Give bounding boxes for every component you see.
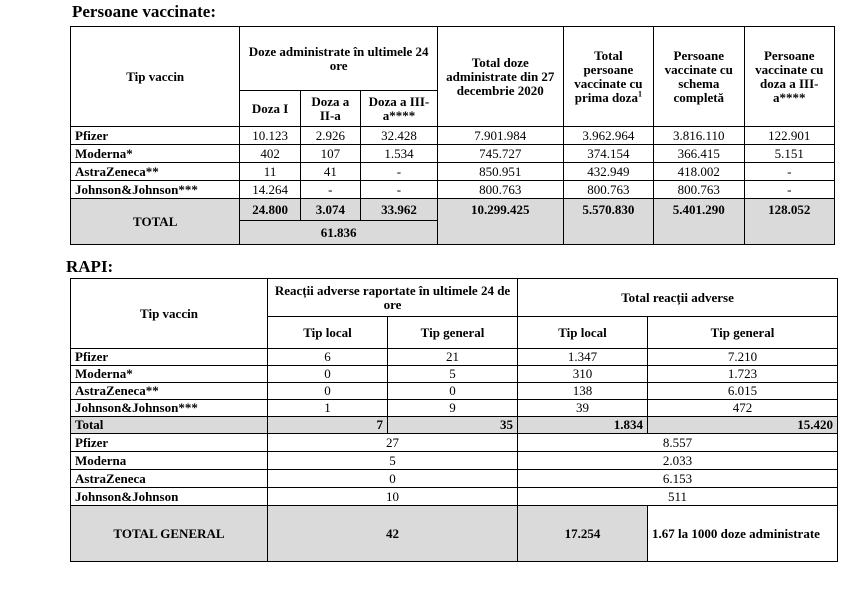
cell-dose3: - [360, 181, 437, 199]
vaccine-name: Johnson&Johnson*** [71, 400, 268, 417]
total-local24: 7 [268, 417, 388, 434]
total-dose1: 24.800 [240, 199, 300, 221]
table-row [71, 127, 835, 145]
table-row [71, 488, 838, 506]
table-row [71, 452, 838, 470]
table-row [71, 383, 838, 400]
cell-local24: 0 [268, 366, 388, 383]
grand-total-all: 17.254 [518, 506, 648, 562]
cell-dose2: 107 [300, 145, 360, 163]
cell-reactions24: 10 [268, 488, 518, 506]
header-local: Tip local [268, 317, 388, 349]
total-label: Total [71, 417, 268, 434]
total-local-total: 1.834 [518, 417, 648, 434]
header-doses-24h: Doze administrate în ultimele 24 ore [240, 27, 437, 91]
vaccine-name: Pfizer [71, 349, 268, 366]
header-dose-2: Doza a II-a [300, 91, 360, 127]
cell-general24: 21 [388, 349, 518, 366]
header-first-dose: Total persoane vaccinate cu prima doza$^1$ [563, 27, 653, 127]
rapi-table [70, 278, 838, 562]
cell-dose1: 14.264 [240, 181, 300, 199]
cell-reactions24: 0 [268, 470, 518, 488]
cell-dose1: 10.123 [240, 127, 300, 145]
vaccine-name: Moderna [71, 452, 268, 470]
header-complete-scheme: Persoane vaccinate cu schema completă [654, 27, 744, 127]
cell-dose1: 11 [240, 163, 300, 181]
total-general-total: 15.420 [648, 417, 838, 434]
table1-title: Persoane vaccinate: [72, 2, 216, 21]
cell-reactions-total: 6.153 [518, 470, 838, 488]
table-row [71, 145, 835, 163]
cell-first: 432.949 [563, 163, 653, 181]
vaccinated-table [70, 26, 835, 245]
header-dose-1: Doza I [240, 91, 300, 127]
table-row [71, 400, 838, 417]
vaccine-name: Johnson&Johnson*** [71, 181, 240, 199]
total-first: 5.570.830 [563, 199, 653, 245]
cell-reactions-total: 8.557 [518, 434, 838, 452]
cell-reactions24: 5 [268, 452, 518, 470]
cell-reactions-total: 511 [518, 488, 838, 506]
vaccine-name: Moderna* [71, 366, 268, 383]
cell-first: 374.154 [563, 145, 653, 163]
vaccine-name: Pfizer [71, 127, 240, 145]
table-row [71, 366, 838, 383]
header-dose-3: Doza a III-a**** [360, 91, 437, 127]
grand-total-label: TOTAL GENERAL [71, 506, 268, 562]
grand-total-row [71, 506, 838, 562]
cell-dose1: 402 [240, 145, 300, 163]
cell-total: 745.727 [437, 145, 563, 163]
cell-reactions24: 27 [268, 434, 518, 452]
cell-third: - [744, 181, 835, 199]
vaccine-name: Pfizer [71, 434, 268, 452]
table-row [71, 181, 835, 199]
cell-reactions-total: 2.033 [518, 452, 838, 470]
cell-third: - [744, 163, 835, 181]
cell-dose2: 2.926 [300, 127, 360, 145]
vaccine-name: Johnson&Johnson [71, 488, 268, 506]
cell-general-total: 1.723 [648, 366, 838, 383]
cell-general-total: 7.210 [648, 349, 838, 366]
cell-general24: 0 [388, 383, 518, 400]
cell-total: 800.763 [437, 181, 563, 199]
table-row [71, 163, 835, 181]
cell-complete: 418.002 [654, 163, 744, 181]
total-general24: 35 [388, 417, 518, 434]
cell-general24: 5 [388, 366, 518, 383]
header-vaccine-type: Tip vaccin [71, 27, 240, 127]
header-reactions-24h: Reacții adverse raportate în ultimele 24 de ore [268, 279, 518, 317]
total-row [71, 199, 835, 221]
total-complete: 5.401.290 [654, 199, 744, 245]
grand-total-rate: 1.67 la 1000 doze administrate [648, 506, 838, 562]
total-doses-24h-sum: 61.836 [240, 221, 437, 245]
header-third-dose-persons: Persoane vaccinate cu doza a III-a**** [744, 27, 835, 127]
cell-local24: 0 [268, 383, 388, 400]
total-dose3: 33.962 [360, 199, 437, 221]
cell-general24: 9 [388, 400, 518, 417]
cell-local24: 1 [268, 400, 388, 417]
grand-total-24h: 42 [268, 506, 518, 562]
cell-local-total: 39 [518, 400, 648, 417]
cell-dose2: - [300, 181, 360, 199]
header-local-total: Tip local [518, 317, 648, 349]
vaccine-name: AstraZeneca [71, 470, 268, 488]
header-general: Tip general [388, 317, 518, 349]
table2-title: RAPI: [66, 257, 114, 276]
cell-local-total: 138 [518, 383, 648, 400]
cell-local24: 6 [268, 349, 388, 366]
cell-third: 5.151 [744, 145, 835, 163]
cell-general-total: 6.015 [648, 383, 838, 400]
cell-local-total: 310 [518, 366, 648, 383]
cell-general-total: 472 [648, 400, 838, 417]
header-total-reactions: Total reacții adverse [518, 279, 838, 317]
header-total-doses: Total doze administrate din 27 decembrie 2020 [437, 27, 563, 127]
cell-total: 7.901.984 [437, 127, 563, 145]
cell-dose3: - [360, 163, 437, 181]
header-general-total: Tip general [648, 317, 838, 349]
cell-complete: 3.816.110 [654, 127, 744, 145]
cell-local-total: 1.347 [518, 349, 648, 366]
vaccine-name: AstraZeneca** [71, 163, 240, 181]
vaccine-name: Moderna* [71, 145, 240, 163]
total-total: 10.299.425 [437, 199, 563, 245]
total-dose2: 3.074 [300, 199, 360, 221]
vaccine-name: AstraZeneca** [71, 383, 268, 400]
cell-third: 122.901 [744, 127, 835, 145]
cell-total: 850.951 [437, 163, 563, 181]
cell-complete: 366.415 [654, 145, 744, 163]
total-label: TOTAL [71, 199, 240, 245]
header-vaccine-type: Tip vaccin [71, 279, 268, 349]
cell-first: 800.763 [563, 181, 653, 199]
total-row [71, 417, 838, 434]
table-row [71, 349, 838, 366]
cell-complete: 800.763 [654, 181, 744, 199]
cell-dose3: 32.428 [360, 127, 437, 145]
cell-dose3: 1.534 [360, 145, 437, 163]
total-third: 128.052 [744, 199, 835, 245]
cell-dose2: 41 [300, 163, 360, 181]
table-row [71, 470, 838, 488]
table-row [71, 434, 838, 452]
cell-first: 3.962.964 [563, 127, 653, 145]
